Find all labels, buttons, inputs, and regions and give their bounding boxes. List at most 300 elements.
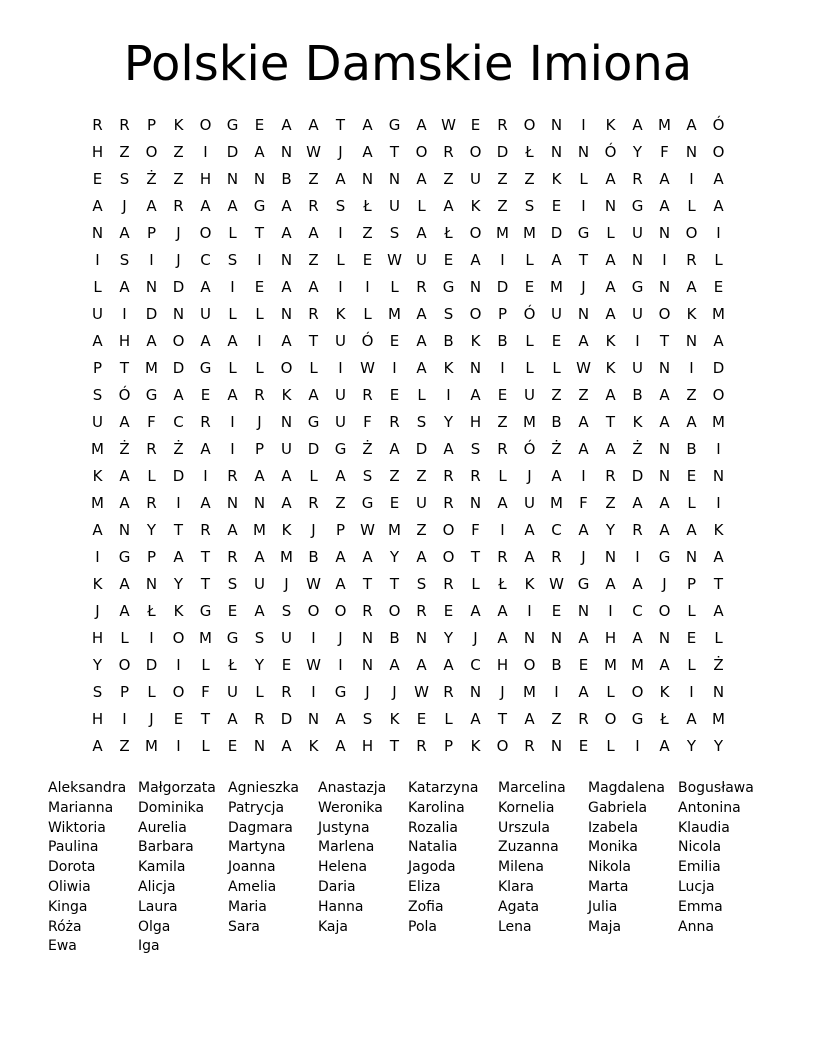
grid-cell[interactable]: L <box>714 629 723 647</box>
grid-cell[interactable]: R <box>92 116 103 134</box>
grid-cell[interactable]: A <box>497 494 508 512</box>
grid-cell[interactable]: Ó <box>118 386 131 404</box>
grid-cell[interactable]: Y <box>686 737 697 755</box>
grid-cell[interactable]: A <box>281 494 292 512</box>
grid-cell[interactable]: O <box>712 143 725 161</box>
grid-cell[interactable]: I <box>581 116 586 134</box>
grid-cell[interactable]: A <box>281 332 292 350</box>
grid-cell[interactable]: M <box>280 548 293 566</box>
grid-cell[interactable]: U <box>416 494 427 512</box>
grid-cell[interactable]: I <box>716 224 721 242</box>
grid-cell[interactable]: Z <box>605 494 616 512</box>
grid-cell[interactable]: N <box>550 143 563 161</box>
grid-cell[interactable]: N <box>361 170 374 188</box>
grid-cell[interactable]: E <box>443 602 454 620</box>
grid-cell[interactable]: L <box>363 305 372 323</box>
grid-cell[interactable]: A <box>416 548 427 566</box>
grid-cell[interactable]: R <box>254 710 265 728</box>
grid-cell[interactable]: G <box>658 548 671 566</box>
grid-cell[interactable]: E <box>443 251 454 269</box>
grid-cell[interactable]: D <box>550 224 563 242</box>
grid-cell[interactable]: B <box>632 386 643 404</box>
grid-cell[interactable]: O <box>118 656 131 674</box>
grid-cell[interactable]: R <box>227 467 238 485</box>
grid-cell[interactable]: U <box>281 440 292 458</box>
grid-cell[interactable]: S <box>524 197 535 215</box>
grid-cell[interactable]: O <box>442 521 455 539</box>
grid-cell[interactable]: M <box>712 413 725 431</box>
grid-cell[interactable]: E <box>389 494 400 512</box>
grid-cell[interactable]: Ó <box>523 440 536 458</box>
grid-cell[interactable]: A <box>578 521 589 539</box>
grid-cell[interactable]: S <box>470 440 481 458</box>
grid-cell[interactable]: H <box>604 629 617 647</box>
grid-cell[interactable]: N <box>118 521 131 539</box>
grid-cell[interactable]: R <box>146 440 157 458</box>
grid-cell[interactable]: N <box>388 170 401 188</box>
grid-cell[interactable]: E <box>173 710 184 728</box>
grid-cell[interactable]: A <box>200 197 211 215</box>
grid-cell[interactable]: T <box>173 521 184 539</box>
grid-cell[interactable]: H <box>496 656 509 674</box>
grid-cell[interactable]: A <box>551 251 562 269</box>
grid-cell[interactable]: A <box>713 602 724 620</box>
grid-cell[interactable]: K <box>173 116 184 134</box>
grid-cell[interactable]: A <box>92 737 103 755</box>
grid-cell[interactable]: A <box>416 224 427 242</box>
grid-cell[interactable]: K <box>470 332 481 350</box>
grid-cell[interactable]: I <box>716 494 721 512</box>
grid-cell[interactable]: I <box>122 710 127 728</box>
grid-cell[interactable]: A <box>335 710 346 728</box>
grid-cell[interactable]: K <box>281 386 292 404</box>
grid-cell[interactable]: L <box>687 197 696 215</box>
grid-cell[interactable]: I <box>338 224 343 242</box>
grid-cell[interactable]: A <box>119 413 130 431</box>
grid-cell[interactable]: D <box>172 467 185 485</box>
grid-cell[interactable]: I <box>95 251 100 269</box>
grid-cell[interactable]: D <box>280 710 293 728</box>
grid-cell[interactable]: I <box>689 170 694 188</box>
grid-cell[interactable]: Z <box>173 170 184 188</box>
grid-cell[interactable]: G <box>145 386 158 404</box>
grid-cell[interactable]: G <box>577 575 590 593</box>
grid-cell[interactable]: G <box>199 602 212 620</box>
grid-cell[interactable]: P <box>146 116 157 134</box>
grid-cell[interactable]: N <box>91 224 104 242</box>
grid-cell[interactable]: O <box>199 116 212 134</box>
grid-cell[interactable]: D <box>226 143 239 161</box>
grid-cell[interactable]: A <box>686 278 697 296</box>
grid-cell[interactable]: D <box>496 143 509 161</box>
grid-cell[interactable]: L <box>525 359 534 377</box>
grid-cell[interactable]: A <box>659 413 670 431</box>
grid-cell[interactable]: Ó <box>361 332 374 350</box>
grid-cell[interactable]: Z <box>578 386 589 404</box>
grid-cell[interactable]: A <box>416 305 427 323</box>
grid-cell[interactable]: L <box>606 224 615 242</box>
grid-cell[interactable]: A <box>389 440 400 458</box>
grid-cell[interactable]: A <box>578 440 589 458</box>
grid-cell[interactable]: W <box>306 575 321 593</box>
grid-cell[interactable]: R <box>146 494 157 512</box>
grid-cell[interactable]: E <box>578 656 589 674</box>
grid-cell[interactable]: K <box>281 521 292 539</box>
grid-cell[interactable]: E <box>551 602 562 620</box>
grid-cell[interactable]: I <box>554 683 559 701</box>
grid-cell[interactable]: B <box>443 332 454 350</box>
grid-cell[interactable]: A <box>632 116 643 134</box>
grid-cell[interactable]: A <box>173 386 184 404</box>
grid-cell[interactable]: G <box>334 683 347 701</box>
grid-cell[interactable]: M <box>631 656 644 674</box>
grid-cell[interactable]: P <box>119 683 130 701</box>
grid-cell[interactable]: A <box>92 521 103 539</box>
grid-cell[interactable]: A <box>308 116 319 134</box>
grid-cell[interactable]: A <box>119 224 130 242</box>
grid-cell[interactable]: R <box>227 548 238 566</box>
grid-cell[interactable]: L <box>120 629 129 647</box>
grid-cell[interactable]: C <box>173 413 184 431</box>
grid-cell[interactable]: L <box>714 251 723 269</box>
grid-cell[interactable]: N <box>253 170 266 188</box>
grid-cell[interactable]: N <box>523 629 536 647</box>
grid-cell[interactable]: E <box>254 278 265 296</box>
grid-cell[interactable]: A <box>605 440 616 458</box>
grid-cell[interactable]: D <box>145 656 158 674</box>
grid-cell[interactable]: G <box>307 413 320 431</box>
grid-cell[interactable]: R <box>308 197 319 215</box>
grid-cell[interactable]: S <box>119 170 130 188</box>
grid-cell[interactable]: J <box>581 548 586 566</box>
grid-cell[interactable]: Y <box>605 521 616 539</box>
grid-cell[interactable]: L <box>525 251 534 269</box>
grid-cell[interactable]: N <box>469 278 482 296</box>
grid-cell[interactable]: I <box>203 467 208 485</box>
grid-cell[interactable]: O <box>172 332 185 350</box>
grid-cell[interactable]: K <box>632 413 643 431</box>
grid-cell[interactable]: J <box>284 575 289 593</box>
grid-cell[interactable]: A <box>470 710 481 728</box>
grid-cell[interactable]: E <box>227 737 238 755</box>
grid-cell[interactable]: L <box>93 278 102 296</box>
grid-cell[interactable]: N <box>469 683 482 701</box>
grid-cell[interactable]: A <box>200 278 211 296</box>
grid-cell[interactable]: N <box>172 305 185 323</box>
grid-cell[interactable]: A <box>227 332 238 350</box>
grid-cell[interactable]: R <box>308 305 319 323</box>
grid-cell[interactable]: R <box>551 548 562 566</box>
grid-cell[interactable]: I <box>122 305 127 323</box>
grid-cell[interactable]: Z <box>389 467 400 485</box>
grid-cell[interactable]: U <box>200 305 211 323</box>
grid-cell[interactable]: K <box>92 467 103 485</box>
grid-cell[interactable]: B <box>686 440 697 458</box>
grid-cell[interactable]: A <box>443 197 454 215</box>
grid-cell[interactable]: M <box>253 521 266 539</box>
grid-cell[interactable]: A <box>335 548 346 566</box>
grid-cell[interactable]: O <box>388 602 401 620</box>
grid-cell[interactable]: L <box>201 737 210 755</box>
grid-cell[interactable]: E <box>551 197 562 215</box>
grid-cell[interactable]: Y <box>92 656 103 674</box>
grid-cell[interactable]: A <box>713 197 724 215</box>
grid-cell[interactable]: Z <box>119 737 130 755</box>
grid-cell[interactable]: N <box>631 251 644 269</box>
grid-cell[interactable]: A <box>146 197 157 215</box>
grid-cell[interactable]: G <box>577 224 590 242</box>
grid-cell[interactable]: O <box>496 737 509 755</box>
grid-cell[interactable]: L <box>147 467 156 485</box>
grid-cell[interactable]: Ó <box>604 143 617 161</box>
grid-cell[interactable]: O <box>685 224 698 242</box>
grid-cell[interactable]: N <box>361 629 374 647</box>
grid-cell[interactable]: E <box>578 737 589 755</box>
grid-cell[interactable]: E <box>551 332 562 350</box>
grid-cell[interactable]: M <box>658 116 671 134</box>
grid-cell[interactable]: A <box>254 467 265 485</box>
grid-cell[interactable]: T <box>713 575 724 593</box>
grid-cell[interactable]: S <box>254 629 265 647</box>
grid-cell[interactable]: A <box>578 683 589 701</box>
grid-cell[interactable]: R <box>416 737 427 755</box>
grid-cell[interactable]: A <box>227 197 238 215</box>
grid-cell[interactable]: R <box>497 116 508 134</box>
grid-cell[interactable]: A <box>632 629 643 647</box>
grid-cell[interactable]: E <box>416 710 427 728</box>
grid-cell[interactable]: R <box>200 413 211 431</box>
grid-cell[interactable]: K <box>605 332 616 350</box>
grid-cell[interactable]: I <box>689 359 694 377</box>
grid-cell[interactable]: D <box>496 278 509 296</box>
grid-cell[interactable]: R <box>173 197 184 215</box>
grid-cell[interactable]: R <box>632 521 643 539</box>
grid-cell[interactable]: L <box>417 386 426 404</box>
grid-cell[interactable]: R <box>416 602 427 620</box>
grid-cell[interactable]: S <box>92 386 103 404</box>
grid-cell[interactable]: U <box>632 359 643 377</box>
grid-cell[interactable]: A <box>713 332 724 350</box>
grid-cell[interactable]: Z <box>308 170 319 188</box>
grid-cell[interactable]: A <box>605 278 616 296</box>
grid-cell[interactable]: N <box>658 467 671 485</box>
grid-cell[interactable]: T <box>389 737 400 755</box>
grid-cell[interactable]: G <box>226 116 239 134</box>
grid-cell[interactable]: A <box>524 710 535 728</box>
grid-cell[interactable]: A <box>119 467 130 485</box>
grid-cell[interactable]: Y <box>146 521 157 539</box>
grid-cell[interactable]: A <box>335 737 346 755</box>
grid-cell[interactable]: U <box>335 386 346 404</box>
grid-cell[interactable]: A <box>281 197 292 215</box>
grid-cell[interactable]: B <box>551 413 562 431</box>
grid-cell[interactable]: L <box>390 278 399 296</box>
grid-cell[interactable]: R <box>281 683 292 701</box>
grid-cell[interactable]: A <box>362 548 373 566</box>
grid-cell[interactable]: N <box>604 197 617 215</box>
grid-cell[interactable]: T <box>389 575 400 593</box>
grid-cell[interactable]: R <box>443 575 454 593</box>
grid-cell[interactable]: Y <box>389 548 400 566</box>
grid-cell[interactable]: Ż <box>632 440 643 458</box>
grid-cell[interactable]: J <box>527 467 532 485</box>
grid-cell[interactable]: A <box>578 332 589 350</box>
grid-cell[interactable]: O <box>172 629 185 647</box>
grid-cell[interactable]: K <box>686 305 697 323</box>
grid-cell[interactable]: E <box>92 170 103 188</box>
grid-cell[interactable]: T <box>470 548 481 566</box>
grid-cell[interactable]: M <box>388 521 401 539</box>
grid-cell[interactable]: T <box>578 251 589 269</box>
grid-cell[interactable]: W <box>441 116 456 134</box>
grid-cell[interactable]: I <box>338 656 343 674</box>
grid-cell[interactable]: E <box>497 386 508 404</box>
grid-cell[interactable]: A <box>335 170 346 188</box>
grid-cell[interactable]: N <box>658 629 671 647</box>
grid-cell[interactable]: I <box>716 440 721 458</box>
grid-cell[interactable]: I <box>635 737 640 755</box>
grid-cell[interactable]: R <box>686 251 697 269</box>
grid-cell[interactable]: O <box>712 386 725 404</box>
grid-cell[interactable]: Z <box>119 143 130 161</box>
grid-cell[interactable]: T <box>335 116 346 134</box>
grid-cell[interactable]: P <box>254 440 265 458</box>
grid-cell[interactable]: G <box>199 359 212 377</box>
grid-cell[interactable]: S <box>335 197 346 215</box>
grid-cell[interactable]: A <box>632 494 643 512</box>
grid-cell[interactable]: T <box>308 332 319 350</box>
grid-cell[interactable]: D <box>145 305 158 323</box>
grid-cell[interactable]: L <box>552 359 561 377</box>
grid-cell[interactable]: R <box>254 386 265 404</box>
grid-cell[interactable]: P <box>497 305 508 323</box>
grid-cell[interactable]: Z <box>524 170 535 188</box>
grid-cell[interactable]: A <box>659 656 670 674</box>
grid-cell[interactable]: E <box>713 278 724 296</box>
grid-cell[interactable]: A <box>335 575 346 593</box>
grid-cell[interactable]: I <box>311 629 316 647</box>
grid-cell[interactable]: O <box>415 143 428 161</box>
grid-cell[interactable]: N <box>226 494 239 512</box>
grid-cell[interactable]: R <box>497 440 508 458</box>
grid-cell[interactable]: T <box>200 710 211 728</box>
grid-cell[interactable]: C <box>632 602 643 620</box>
grid-cell[interactable]: Z <box>497 413 508 431</box>
grid-cell[interactable]: Ż <box>362 440 373 458</box>
grid-cell[interactable]: R <box>362 386 373 404</box>
grid-cell[interactable]: A <box>443 656 454 674</box>
grid-cell[interactable]: N <box>469 359 482 377</box>
grid-cell[interactable]: A <box>686 710 697 728</box>
grid-cell[interactable]: I <box>311 683 316 701</box>
grid-cell[interactable]: M <box>91 440 104 458</box>
grid-cell[interactable]: I <box>203 143 208 161</box>
grid-cell[interactable]: K <box>605 116 616 134</box>
grid-cell[interactable]: Ł <box>525 143 534 161</box>
grid-cell[interactable]: E <box>362 251 373 269</box>
grid-cell[interactable]: H <box>199 170 212 188</box>
grid-cell[interactable]: A <box>200 440 211 458</box>
grid-cell[interactable]: N <box>658 224 671 242</box>
grid-cell[interactable]: F <box>579 494 588 512</box>
grid-cell[interactable]: K <box>335 305 346 323</box>
grid-cell[interactable]: U <box>470 170 481 188</box>
grid-cell[interactable]: I <box>581 467 586 485</box>
grid-cell[interactable]: I <box>635 332 640 350</box>
grid-cell[interactable]: A <box>470 386 481 404</box>
grid-cell[interactable]: B <box>281 170 292 188</box>
grid-cell[interactable]: K <box>524 575 535 593</box>
grid-cell[interactable]: P <box>335 521 346 539</box>
grid-cell[interactable]: L <box>228 359 237 377</box>
grid-cell[interactable]: G <box>118 548 131 566</box>
grid-cell[interactable]: R <box>362 602 373 620</box>
grid-cell[interactable]: A <box>524 548 535 566</box>
grid-cell[interactable]: S <box>443 305 454 323</box>
grid-cell[interactable]: I <box>500 359 505 377</box>
grid-cell[interactable]: D <box>631 467 644 485</box>
grid-cell[interactable]: O <box>631 683 644 701</box>
grid-cell[interactable]: E <box>524 278 535 296</box>
grid-cell[interactable]: R <box>443 143 454 161</box>
grid-cell[interactable]: N <box>550 116 563 134</box>
grid-cell[interactable]: L <box>444 710 453 728</box>
grid-cell[interactable]: T <box>200 575 211 593</box>
grid-cell[interactable]: A <box>119 278 130 296</box>
grid-cell[interactable]: A <box>713 170 724 188</box>
grid-cell[interactable]: A <box>659 386 670 404</box>
grid-cell[interactable]: L <box>336 251 345 269</box>
grid-cell[interactable]: U <box>281 629 292 647</box>
grid-cell[interactable]: L <box>606 683 615 701</box>
grid-cell[interactable]: L <box>687 602 696 620</box>
grid-cell[interactable]: E <box>254 116 265 134</box>
grid-cell[interactable]: N <box>145 278 158 296</box>
grid-cell[interactable]: N <box>712 683 725 701</box>
grid-cell[interactable]: H <box>361 737 374 755</box>
grid-cell[interactable]: O <box>469 224 482 242</box>
grid-cell[interactable]: K <box>443 359 454 377</box>
grid-cell[interactable]: I <box>581 197 586 215</box>
grid-cell[interactable]: S <box>119 251 130 269</box>
grid-cell[interactable]: T <box>362 575 373 593</box>
grid-cell[interactable]: Ż <box>146 170 157 188</box>
grid-cell[interactable]: N <box>469 494 482 512</box>
grid-cell[interactable]: N <box>307 710 320 728</box>
grid-cell[interactable]: Ł <box>228 656 237 674</box>
grid-cell[interactable]: A <box>281 116 292 134</box>
grid-cell[interactable]: N <box>550 737 563 755</box>
grid-cell[interactable]: J <box>176 224 181 242</box>
grid-cell[interactable]: R <box>416 278 427 296</box>
grid-cell[interactable]: A <box>227 386 238 404</box>
grid-cell[interactable]: M <box>523 683 536 701</box>
grid-cell[interactable]: I <box>527 602 532 620</box>
grid-cell[interactable]: R <box>308 494 319 512</box>
grid-cell[interactable]: I <box>392 359 397 377</box>
grid-cell[interactable]: Z <box>686 386 697 404</box>
grid-cell[interactable]: A <box>416 656 427 674</box>
grid-cell[interactable]: L <box>201 656 210 674</box>
grid-cell[interactable]: A <box>362 143 373 161</box>
grid-cell[interactable]: Z <box>416 467 427 485</box>
grid-cell[interactable]: N <box>658 440 671 458</box>
grid-cell[interactable]: F <box>471 521 480 539</box>
grid-cell[interactable]: A <box>308 386 319 404</box>
grid-cell[interactable]: H <box>118 332 131 350</box>
grid-cell[interactable]: U <box>254 575 265 593</box>
grid-cell[interactable]: A <box>227 710 238 728</box>
